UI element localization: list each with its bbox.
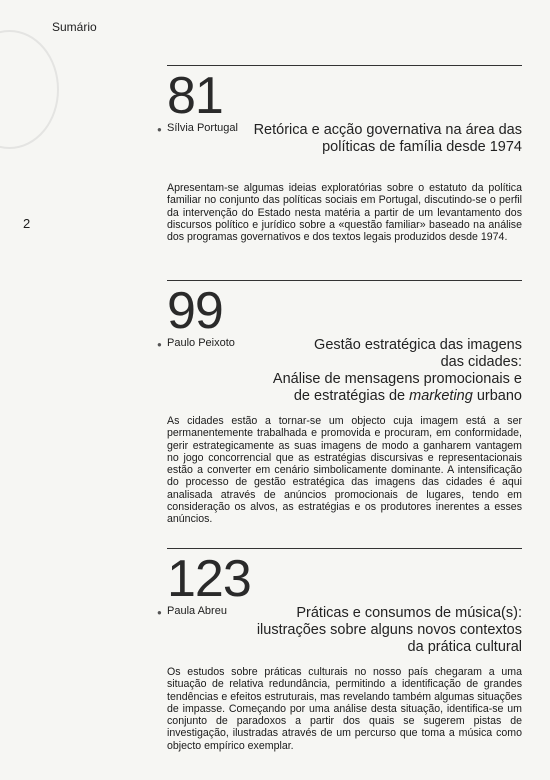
toc-entry <box>157 280 522 526</box>
title-line: Gestão estratégica das imagens <box>314 337 522 353</box>
bullet-dot-icon: ● <box>157 608 162 617</box>
entry-page-number[interactable]: 99 <box>167 282 223 340</box>
entry-page-number[interactable]: 81 <box>167 67 223 125</box>
divider-rule <box>167 65 522 66</box>
entry-abstract: As cidades estão a tornar-se um objecto cuja imagem está a ser permanentemente trabalhada e promovida e procuram, em conformidade, gerir estrategicamente as suas imagens de modo a ganharem vantagem no jogo concorrencial que as estratégias discursivas e representacionais estão a converter em cenário simbolicamente dominante. A intensificação do processo de gestão estratégica das imagens das cidades é aqui analisada através de anúncios promocionais de lugares, tendo em consideração os alvos, as estratégias e os produtores inerentes a esses anúncios. <box>167 415 522 526</box>
entry-author: Paulo Peixoto <box>167 337 235 349</box>
title-line: ilustrações sobre alguns novos contextos <box>256 622 522 638</box>
divider-rule <box>167 548 522 549</box>
entry-author: Paula Abreu <box>167 605 227 617</box>
title-line: Práticas e consumos de música(s): <box>296 605 522 621</box>
title-line: das cidades: <box>440 354 522 370</box>
title-line <box>167 388 522 405</box>
title-italic-text: marketing <box>409 388 473 404</box>
title-text: urbano <box>472 388 522 404</box>
title-line: da prática cultural <box>407 639 522 655</box>
toc-entry <box>157 548 522 752</box>
entry-abstract: Os estudos sobre práticas culturais no nosso país chegaram a uma situação de relativa redundância, permitindo a identificação de grandes tendências e efeitos estruturais, mas revelando também algumas situações de impasse. Começando por uma análise desta situação, identifica-se um conjunto de paradoxos a partir dos quais se sugerem pistas de investigação, ilustradas através de um percurso que toma a música como objecto empírico exemplar. <box>167 666 522 752</box>
toc-entry <box>157 65 522 244</box>
running-header: Sumário <box>52 20 97 34</box>
entry-abstract: Apresentam-se algumas ideias exploratórias sobre o estatuto da política familiar no conjunto das políticas sociais em Portugal, discutindo-se o perfil da intervenção do Estado nesta matéria a partir de um levantamento dos discursos político e jurídico sobre a «questão familiar» baseado na análise dos programas governativos e dos textos legais produzidos desde 1974. <box>167 182 522 244</box>
entry-title[interactable] <box>247 122 522 156</box>
title-line: políticas de família desde 1974 <box>322 139 522 155</box>
bullet-dot-icon: ● <box>157 125 162 134</box>
title-line: Análise de mensagens promocionais e <box>272 371 522 387</box>
entry-author: Sílvia Portugal <box>167 122 238 134</box>
page-number: 2 <box>23 216 31 231</box>
title-line: Retórica e acção governativa na área das <box>253 122 522 138</box>
faded-library-stamp <box>0 30 59 149</box>
bullet-dot-icon: ● <box>157 340 162 349</box>
title-text: de estratégias de <box>293 388 410 404</box>
entry-page-number[interactable]: 123 <box>167 550 251 608</box>
divider-rule <box>167 280 522 281</box>
